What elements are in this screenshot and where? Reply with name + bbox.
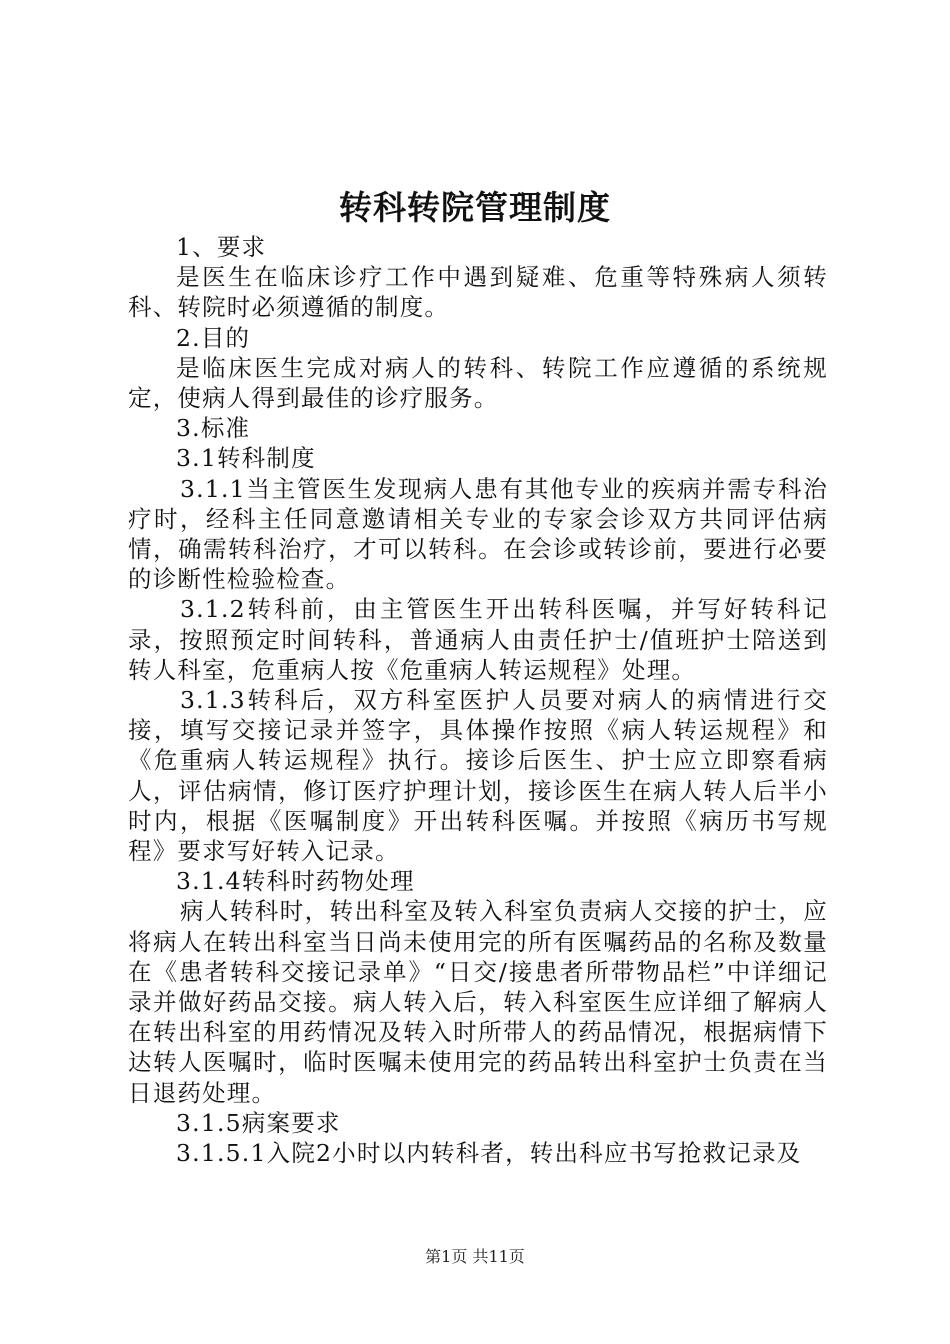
paragraph-3-1-2: 3.1.2转科前，由主管医生开出转科医嘱，并写好转科记录，按照预定时间转科，普通病人由责任护士/值班护士陪送到转人科室，危重病人按《危重病人转运规程》处理。 bbox=[128, 595, 828, 684]
heading-3-1-5: 3.1.5病案要求 bbox=[176, 1108, 341, 1137]
heading-standard: 3.标准 bbox=[176, 414, 251, 443]
paragraph-purpose: 是临床医生完成对病人的转科、转院工作应遵循的系统规定，使病人得到最佳的诊疗服务。 bbox=[128, 353, 828, 413]
paragraph-3-1-1: 3.1.1当主管医生发现病人患有其他专业的疾病并需专科治疗时，经科主任同意邀请相关专业的专家会诊双方共同评估病情，确需转科治疗，才可以转科。在会诊或转诊前，要进行必要的诊断性检验检查。 bbox=[128, 474, 828, 594]
paragraph-3-1-3: 3.1.3转科后，双方科室医护人员要对病人的病情进行交接，填写交接记录并签字，具体操作按照《病人转运规程》和《危重病人转运规程》执行。接诊后医生、护士应立即察看病人，评估病情，修订医疗护理计划，接诊医生在病人转人后半小时内，根据《医嘱制度》开出转科医嘱。并按照《病历书写规程》要求写好转入记录。 bbox=[128, 686, 828, 866]
heading-transfer-system: 3.1转科制度 bbox=[176, 444, 316, 473]
heading-3-1-4: 3.1.4转科时药物处理 bbox=[176, 867, 415, 896]
paragraph-drug-handling: 病人转科时，转出科室及转入科室负责病人交接的护士，应将病人在转出科室当日尚未使用完的所有医嘱药品的名称及数量在《患者转科交接记录单》“日交/接患者所带物品栏”中详细记录并做好药品交接。病人转入后，转入科室医生应详细了解病人在转出科室的用药情况及转入时所带人的药品情况，根据病情下达转人医嘱时，临时医嘱未使用完的药品转出科室护士负责在当日退药处理。 bbox=[128, 897, 828, 1107]
paragraph-3-1-5-1: 3.1.5.1入院2小时以内转科者，转出科应书写抢救记录及 bbox=[176, 1139, 802, 1168]
document-body bbox=[128, 232, 828, 1168]
document-title: 转科转院管理制度 bbox=[339, 188, 611, 227]
heading-requirement: 1、要求 bbox=[176, 233, 267, 261]
page-footer: 第1页 共11页 bbox=[425, 1247, 525, 1266]
heading-purpose: 2.目的 bbox=[176, 323, 251, 352]
paragraph-requirement: 是医生在临床诊疗工作中遇到疑难、危重等特殊病人须转科、转院时必须遵循的制度。 bbox=[128, 263, 828, 322]
